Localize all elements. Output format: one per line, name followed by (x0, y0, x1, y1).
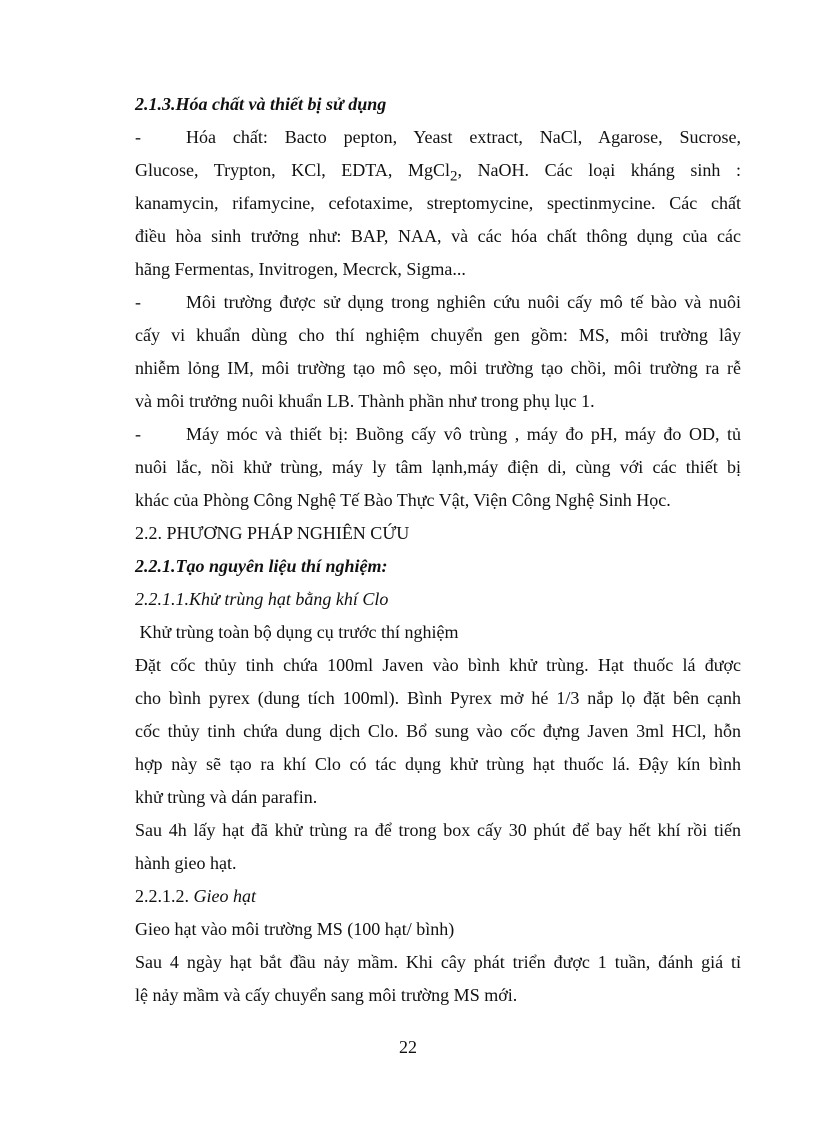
heading-2-2: 2.2. PHƯƠNG PHÁP NGHIÊN CỨU (135, 523, 410, 543)
after-4h-line-1: Sau 4h lấy hạt đã khử trùng ra để trong box cấy 30 phút để bay hết khí rồi tiến (135, 820, 741, 840)
chemicals-line-1: - Hóa chất: Bacto pepton, Yeast extract, NaCl, Agarose, Sucrose, (135, 127, 741, 147)
chemicals-line-2: Glucose, Trypton, KCl, EDTA, MgCl$_2$, NaOH. Các loại kháng sinh : (135, 160, 741, 185)
equipment-line-1: - Máy móc và thiết bị: Buồng cấy vô trùng , máy đo pH, máy đo OD, tủ (135, 424, 741, 444)
heading-2-2-1: 2.2.1.Tạo nguyên liệu thí nghiệm: (135, 556, 388, 576)
javen-line-1: Đặt cốc thủy tinh chứa 100ml Javen vào bình khử trùng. Hạt thuốc lá được (135, 655, 741, 675)
bullet-dash: - (135, 424, 141, 444)
bullet-dash: - (135, 292, 141, 312)
germination-line-2: lệ nảy mầm và cấy chuyển sang môi trường MS mới. (135, 985, 518, 1005)
chemicals-line-4: điều hòa sinh trưởng như: BAP, NAA, và các hóa chất thông dụng của các (135, 226, 741, 246)
chemicals-line-5: hãng Fermentas, Invitrogen, Mecrck, Sigma... (135, 259, 466, 279)
javen-line-2: cho bình pyrex (dung tích 100ml). Bình Pyrex mở hé 1/3 nắp lọ đặt bên cạnh (135, 688, 741, 708)
media-line-4: và môi trưởng nuôi khuẩn LB. Thành phần như trong phụ lục 1. (135, 391, 595, 411)
bullet-dash: - (135, 127, 141, 147)
sow-text: Gieo hạt vào môi trường MS (100 hạt/ bình) (135, 919, 455, 939)
after-4h-line-2: hành gieo hạt. (135, 853, 237, 873)
page-number: 22 (399, 1037, 417, 1057)
germination-line-1: Sau 4 ngày hạt bắt đầu nảy mầm. Khi cây phát triển được 1 tuần, đánh giá tỉ (135, 952, 741, 972)
sterilize-tools-text: Khử trùng toàn bộ dụng cụ trước thí nghiệm (135, 622, 459, 642)
javen-line-3: cốc thủy tinh chứa dung dịch Clo. Bổ sung vào cốc đựng Javen 3ml HCl, hỗn (135, 721, 741, 741)
heading-2-2-1-2: 2.2.1.2. Gieo hạt (135, 886, 256, 906)
equipment-line-2: nuôi lắc, nồi khử trùng, máy ly tâm lạnh,máy điện di, cùng với các thiết bị (135, 457, 741, 477)
heading-2-2-1-1: 2.2.1.1.Khử trùng hạt bằng khí Clo (135, 589, 389, 609)
equipment-line-3: khác của Phòng Công Nghệ Tế Bào Thực Vật, Viện Công Nghệ Sinh Học. (135, 490, 671, 510)
media-line-3: nhiễm lỏng IM, môi trường tạo mô sẹo, môi trường tạo chồi, môi trường ra rễ (135, 358, 741, 378)
heading-2-1-3: 2.1.3.Hóa chất và thiết bị sử dụng (135, 94, 387, 114)
media-line-1: - Môi trường được sử dụng trong nghiên cứu nuôi cấy mô tế bào và nuôi (135, 292, 741, 312)
media-line-2: cấy vi khuẩn dùng cho thí nghiệm chuyển gen gồm: MS, môi trường lây (135, 325, 741, 345)
chemicals-line-3: kanamycin, rifamycine, cefotaxime, streptomycine, spectinmycine. Các chất (135, 193, 741, 213)
javen-line-4: hợp này sẽ tạo ra khí Clo có tác dụng khử trùng hạt thuốc lá. Đậy kín bình (135, 754, 741, 774)
subscript-2: 2 (449, 168, 458, 185)
javen-line-5: khử trùng và dán parafin. (135, 787, 318, 807)
